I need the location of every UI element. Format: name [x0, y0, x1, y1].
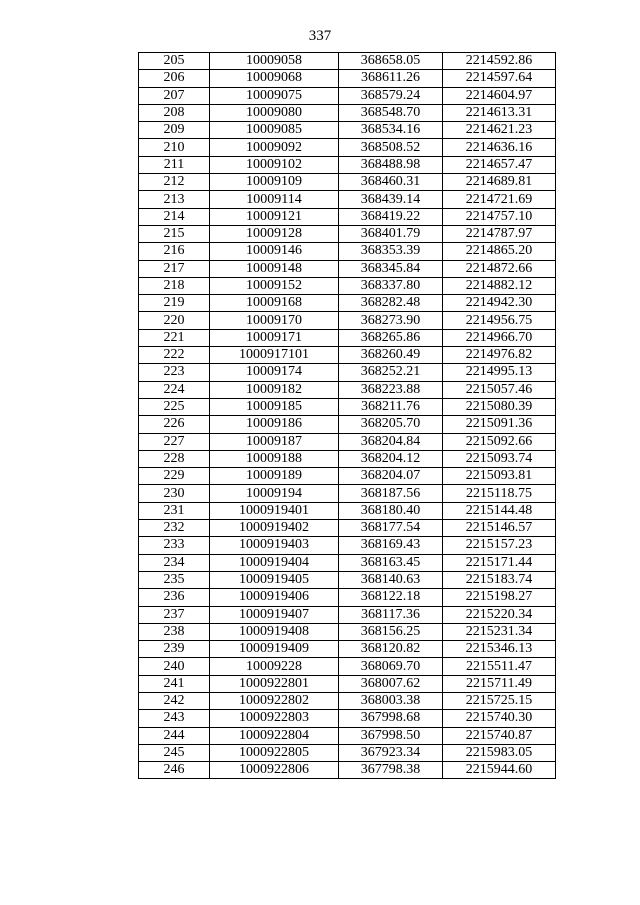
x-coordinate-cell: 368345.84 [339, 260, 443, 277]
point-id-cell: 1000919403 [210, 537, 339, 554]
table-row [139, 381, 556, 398]
table-row [139, 87, 556, 104]
table-row [139, 710, 556, 727]
table-row [139, 416, 556, 433]
row-index-cell: 224 [139, 381, 210, 398]
point-id-cell: 10009121 [210, 208, 339, 225]
table-row [139, 277, 556, 294]
point-id-cell: 10009109 [210, 174, 339, 191]
table-body [139, 53, 556, 779]
row-index-cell: 234 [139, 554, 210, 571]
y-coordinate-cell: 2215092.66 [443, 433, 556, 450]
y-coordinate-cell: 2214689.81 [443, 174, 556, 191]
point-id-cell: 10009075 [210, 87, 339, 104]
row-index-cell: 221 [139, 329, 210, 346]
table-row [139, 571, 556, 588]
x-coordinate-cell: 367923.34 [339, 744, 443, 761]
x-coordinate-cell: 368122.18 [339, 589, 443, 606]
point-id-cell: 1000919407 [210, 606, 339, 623]
x-coordinate-cell: 368140.63 [339, 571, 443, 588]
point-id-cell: 1000919401 [210, 502, 339, 519]
x-coordinate-cell: 368007.62 [339, 675, 443, 692]
table-row [139, 692, 556, 709]
point-id-cell: 1000922803 [210, 710, 339, 727]
y-coordinate-cell: 2215740.30 [443, 710, 556, 727]
point-id-cell: 1000922806 [210, 762, 339, 779]
x-coordinate-cell: 368156.25 [339, 623, 443, 640]
point-id-cell: 10009080 [210, 104, 339, 121]
row-index-cell: 227 [139, 433, 210, 450]
point-id-cell: 10009189 [210, 468, 339, 485]
table-row [139, 139, 556, 156]
y-coordinate-cell: 2214966.70 [443, 329, 556, 346]
row-index-cell: 218 [139, 277, 210, 294]
y-coordinate-cell: 2215220.34 [443, 606, 556, 623]
x-coordinate-cell: 368273.90 [339, 312, 443, 329]
y-coordinate-cell: 2215118.75 [443, 485, 556, 502]
page-number: 337 [308, 28, 332, 44]
y-coordinate-cell: 2215983.05 [443, 744, 556, 761]
y-coordinate-cell: 2214757.10 [443, 208, 556, 225]
point-id-cell: 10009102 [210, 156, 339, 173]
row-index-cell: 220 [139, 312, 210, 329]
x-coordinate-cell: 368204.07 [339, 468, 443, 485]
point-id-cell: 1000922801 [210, 675, 339, 692]
x-coordinate-cell: 368265.86 [339, 329, 443, 346]
point-id-cell: 10009085 [210, 122, 339, 139]
point-id-cell: 10009068 [210, 70, 339, 87]
point-id-cell: 1000917101 [210, 347, 339, 364]
row-index-cell: 208 [139, 104, 210, 121]
y-coordinate-cell: 2215183.74 [443, 571, 556, 588]
x-coordinate-cell: 368180.40 [339, 502, 443, 519]
y-coordinate-cell: 2215511.47 [443, 658, 556, 675]
table-row [139, 485, 556, 502]
row-index-cell: 207 [139, 87, 210, 104]
table-row [139, 744, 556, 761]
row-index-cell: 233 [139, 537, 210, 554]
x-coordinate-cell: 368401.79 [339, 225, 443, 242]
row-index-cell: 240 [139, 658, 210, 675]
point-id-cell: 10009128 [210, 225, 339, 242]
point-id-cell: 1000922802 [210, 692, 339, 709]
y-coordinate-cell: 2215740.87 [443, 727, 556, 744]
table-row [139, 589, 556, 606]
point-id-cell: 10009174 [210, 364, 339, 381]
row-index-cell: 212 [139, 174, 210, 191]
point-id-cell: 10009228 [210, 658, 339, 675]
point-id-cell: 10009171 [210, 329, 339, 346]
point-id-cell: 10009152 [210, 277, 339, 294]
point-id-cell: 10009146 [210, 243, 339, 260]
point-id-cell: 10009182 [210, 381, 339, 398]
point-id-cell: 1000919408 [210, 623, 339, 640]
table-row [139, 537, 556, 554]
x-coordinate-cell: 368419.22 [339, 208, 443, 225]
y-coordinate-cell: 2215198.27 [443, 589, 556, 606]
x-coordinate-cell: 368169.43 [339, 537, 443, 554]
table-row [139, 554, 556, 571]
y-coordinate-cell: 2215171.44 [443, 554, 556, 571]
row-index-cell: 219 [139, 295, 210, 312]
row-index-cell: 209 [139, 122, 210, 139]
y-coordinate-cell: 2215080.39 [443, 398, 556, 415]
table-row [139, 623, 556, 640]
table-row [139, 347, 556, 364]
table-row [139, 502, 556, 519]
point-id-cell: 10009168 [210, 295, 339, 312]
point-id-cell: 1000919406 [210, 589, 339, 606]
row-index-cell: 223 [139, 364, 210, 381]
table-row [139, 398, 556, 415]
row-index-cell: 243 [139, 710, 210, 727]
row-index-cell: 230 [139, 485, 210, 502]
table-row [139, 156, 556, 173]
x-coordinate-cell: 368282.48 [339, 295, 443, 312]
x-coordinate-cell: 368204.12 [339, 450, 443, 467]
y-coordinate-cell: 2214621.23 [443, 122, 556, 139]
row-index-cell: 228 [139, 450, 210, 467]
y-coordinate-cell: 2215346.13 [443, 641, 556, 658]
x-coordinate-cell: 368069.70 [339, 658, 443, 675]
x-coordinate-cell: 368177.54 [339, 520, 443, 537]
table-row [139, 174, 556, 191]
table-row [139, 658, 556, 675]
x-coordinate-cell: 368611.26 [339, 70, 443, 87]
y-coordinate-cell: 2215157.23 [443, 537, 556, 554]
y-coordinate-cell: 2215146.57 [443, 520, 556, 537]
table-row [139, 70, 556, 87]
x-coordinate-cell: 368205.70 [339, 416, 443, 433]
row-index-cell: 245 [139, 744, 210, 761]
row-index-cell: 235 [139, 571, 210, 588]
row-index-cell: 206 [139, 70, 210, 87]
y-coordinate-cell: 2215093.81 [443, 468, 556, 485]
row-index-cell: 238 [139, 623, 210, 640]
y-coordinate-cell: 2214882.12 [443, 277, 556, 294]
y-coordinate-cell: 2214721.69 [443, 191, 556, 208]
table-row [139, 208, 556, 225]
x-coordinate-cell: 368337.80 [339, 277, 443, 294]
row-index-cell: 244 [139, 727, 210, 744]
row-index-cell: 222 [139, 347, 210, 364]
y-coordinate-cell: 2214636.16 [443, 139, 556, 156]
point-id-cell: 1000919405 [210, 571, 339, 588]
y-coordinate-cell: 2214872.66 [443, 260, 556, 277]
y-coordinate-cell: 2214604.97 [443, 87, 556, 104]
point-id-cell: 10009187 [210, 433, 339, 450]
x-coordinate-cell: 368439.14 [339, 191, 443, 208]
row-index-cell: 205 [139, 53, 210, 70]
y-coordinate-cell: 2214613.31 [443, 104, 556, 121]
row-index-cell: 231 [139, 502, 210, 519]
x-coordinate-cell: 368187.56 [339, 485, 443, 502]
table-row [139, 260, 556, 277]
x-coordinate-cell: 368223.88 [339, 381, 443, 398]
x-coordinate-cell: 368548.70 [339, 104, 443, 121]
x-coordinate-cell: 367998.68 [339, 710, 443, 727]
table-row [139, 225, 556, 242]
table-row [139, 295, 556, 312]
row-index-cell: 215 [139, 225, 210, 242]
x-coordinate-cell: 368117.36 [339, 606, 443, 623]
x-coordinate-cell: 368003.38 [339, 692, 443, 709]
x-coordinate-cell: 367798.38 [339, 762, 443, 779]
y-coordinate-cell: 2214787.97 [443, 225, 556, 242]
y-coordinate-cell: 2214995.13 [443, 364, 556, 381]
y-coordinate-cell: 2215725.15 [443, 692, 556, 709]
x-coordinate-cell: 368252.21 [339, 364, 443, 381]
x-coordinate-cell: 368658.05 [339, 53, 443, 70]
row-index-cell: 210 [139, 139, 210, 156]
point-id-cell: 10009114 [210, 191, 339, 208]
table-row [139, 641, 556, 658]
table-row [139, 468, 556, 485]
x-coordinate-cell: 368579.24 [339, 87, 443, 104]
row-index-cell: 246 [139, 762, 210, 779]
row-index-cell: 239 [139, 641, 210, 658]
table-row [139, 312, 556, 329]
y-coordinate-cell: 2214942.30 [443, 295, 556, 312]
row-index-cell: 236 [139, 589, 210, 606]
coordinates-table [138, 52, 556, 779]
row-index-cell: 241 [139, 675, 210, 692]
table-row [139, 122, 556, 139]
x-coordinate-cell: 368260.49 [339, 347, 443, 364]
point-id-cell: 10009092 [210, 139, 339, 156]
row-index-cell: 232 [139, 520, 210, 537]
table-row [139, 329, 556, 346]
point-id-cell: 10009185 [210, 398, 339, 415]
y-coordinate-cell: 2214592.86 [443, 53, 556, 70]
x-coordinate-cell: 367998.50 [339, 727, 443, 744]
row-index-cell: 242 [139, 692, 210, 709]
y-coordinate-cell: 2214657.47 [443, 156, 556, 173]
row-index-cell: 237 [139, 606, 210, 623]
x-coordinate-cell: 368534.16 [339, 122, 443, 139]
x-coordinate-cell: 368204.84 [339, 433, 443, 450]
x-coordinate-cell: 368460.31 [339, 174, 443, 191]
y-coordinate-cell: 2214597.64 [443, 70, 556, 87]
table-row [139, 675, 556, 692]
row-index-cell: 216 [139, 243, 210, 260]
row-index-cell: 211 [139, 156, 210, 173]
point-id-cell: 10009148 [210, 260, 339, 277]
y-coordinate-cell: 2214956.75 [443, 312, 556, 329]
y-coordinate-cell: 2215944.60 [443, 762, 556, 779]
point-id-cell: 10009188 [210, 450, 339, 467]
row-index-cell: 226 [139, 416, 210, 433]
table-row [139, 433, 556, 450]
row-index-cell: 214 [139, 208, 210, 225]
x-coordinate-cell: 368508.52 [339, 139, 443, 156]
row-index-cell: 217 [139, 260, 210, 277]
x-coordinate-cell: 368120.82 [339, 641, 443, 658]
table-row [139, 364, 556, 381]
point-id-cell: 10009058 [210, 53, 339, 70]
x-coordinate-cell: 368488.98 [339, 156, 443, 173]
table-row [139, 727, 556, 744]
x-coordinate-cell: 368353.39 [339, 243, 443, 260]
table-row [139, 53, 556, 70]
table-row [139, 762, 556, 779]
point-id-cell: 1000919402 [210, 520, 339, 537]
point-id-cell: 1000922804 [210, 727, 339, 744]
table-row [139, 191, 556, 208]
table-row [139, 606, 556, 623]
point-id-cell: 1000922805 [210, 744, 339, 761]
table-row [139, 104, 556, 121]
row-index-cell: 229 [139, 468, 210, 485]
row-index-cell: 213 [139, 191, 210, 208]
table-row [139, 520, 556, 537]
point-id-cell: 10009194 [210, 485, 339, 502]
point-id-cell: 1000919404 [210, 554, 339, 571]
y-coordinate-cell: 2215144.48 [443, 502, 556, 519]
y-coordinate-cell: 2215231.34 [443, 623, 556, 640]
point-id-cell: 1000919409 [210, 641, 339, 658]
table-row [139, 243, 556, 260]
x-coordinate-cell: 368163.45 [339, 554, 443, 571]
y-coordinate-cell: 2215093.74 [443, 450, 556, 467]
row-index-cell: 225 [139, 398, 210, 415]
y-coordinate-cell: 2214976.82 [443, 347, 556, 364]
point-id-cell: 10009170 [210, 312, 339, 329]
y-coordinate-cell: 2215057.46 [443, 381, 556, 398]
x-coordinate-cell: 368211.76 [339, 398, 443, 415]
y-coordinate-cell: 2215711.49 [443, 675, 556, 692]
y-coordinate-cell: 2215091.36 [443, 416, 556, 433]
y-coordinate-cell: 2214865.20 [443, 243, 556, 260]
point-id-cell: 10009186 [210, 416, 339, 433]
table-row [139, 450, 556, 467]
